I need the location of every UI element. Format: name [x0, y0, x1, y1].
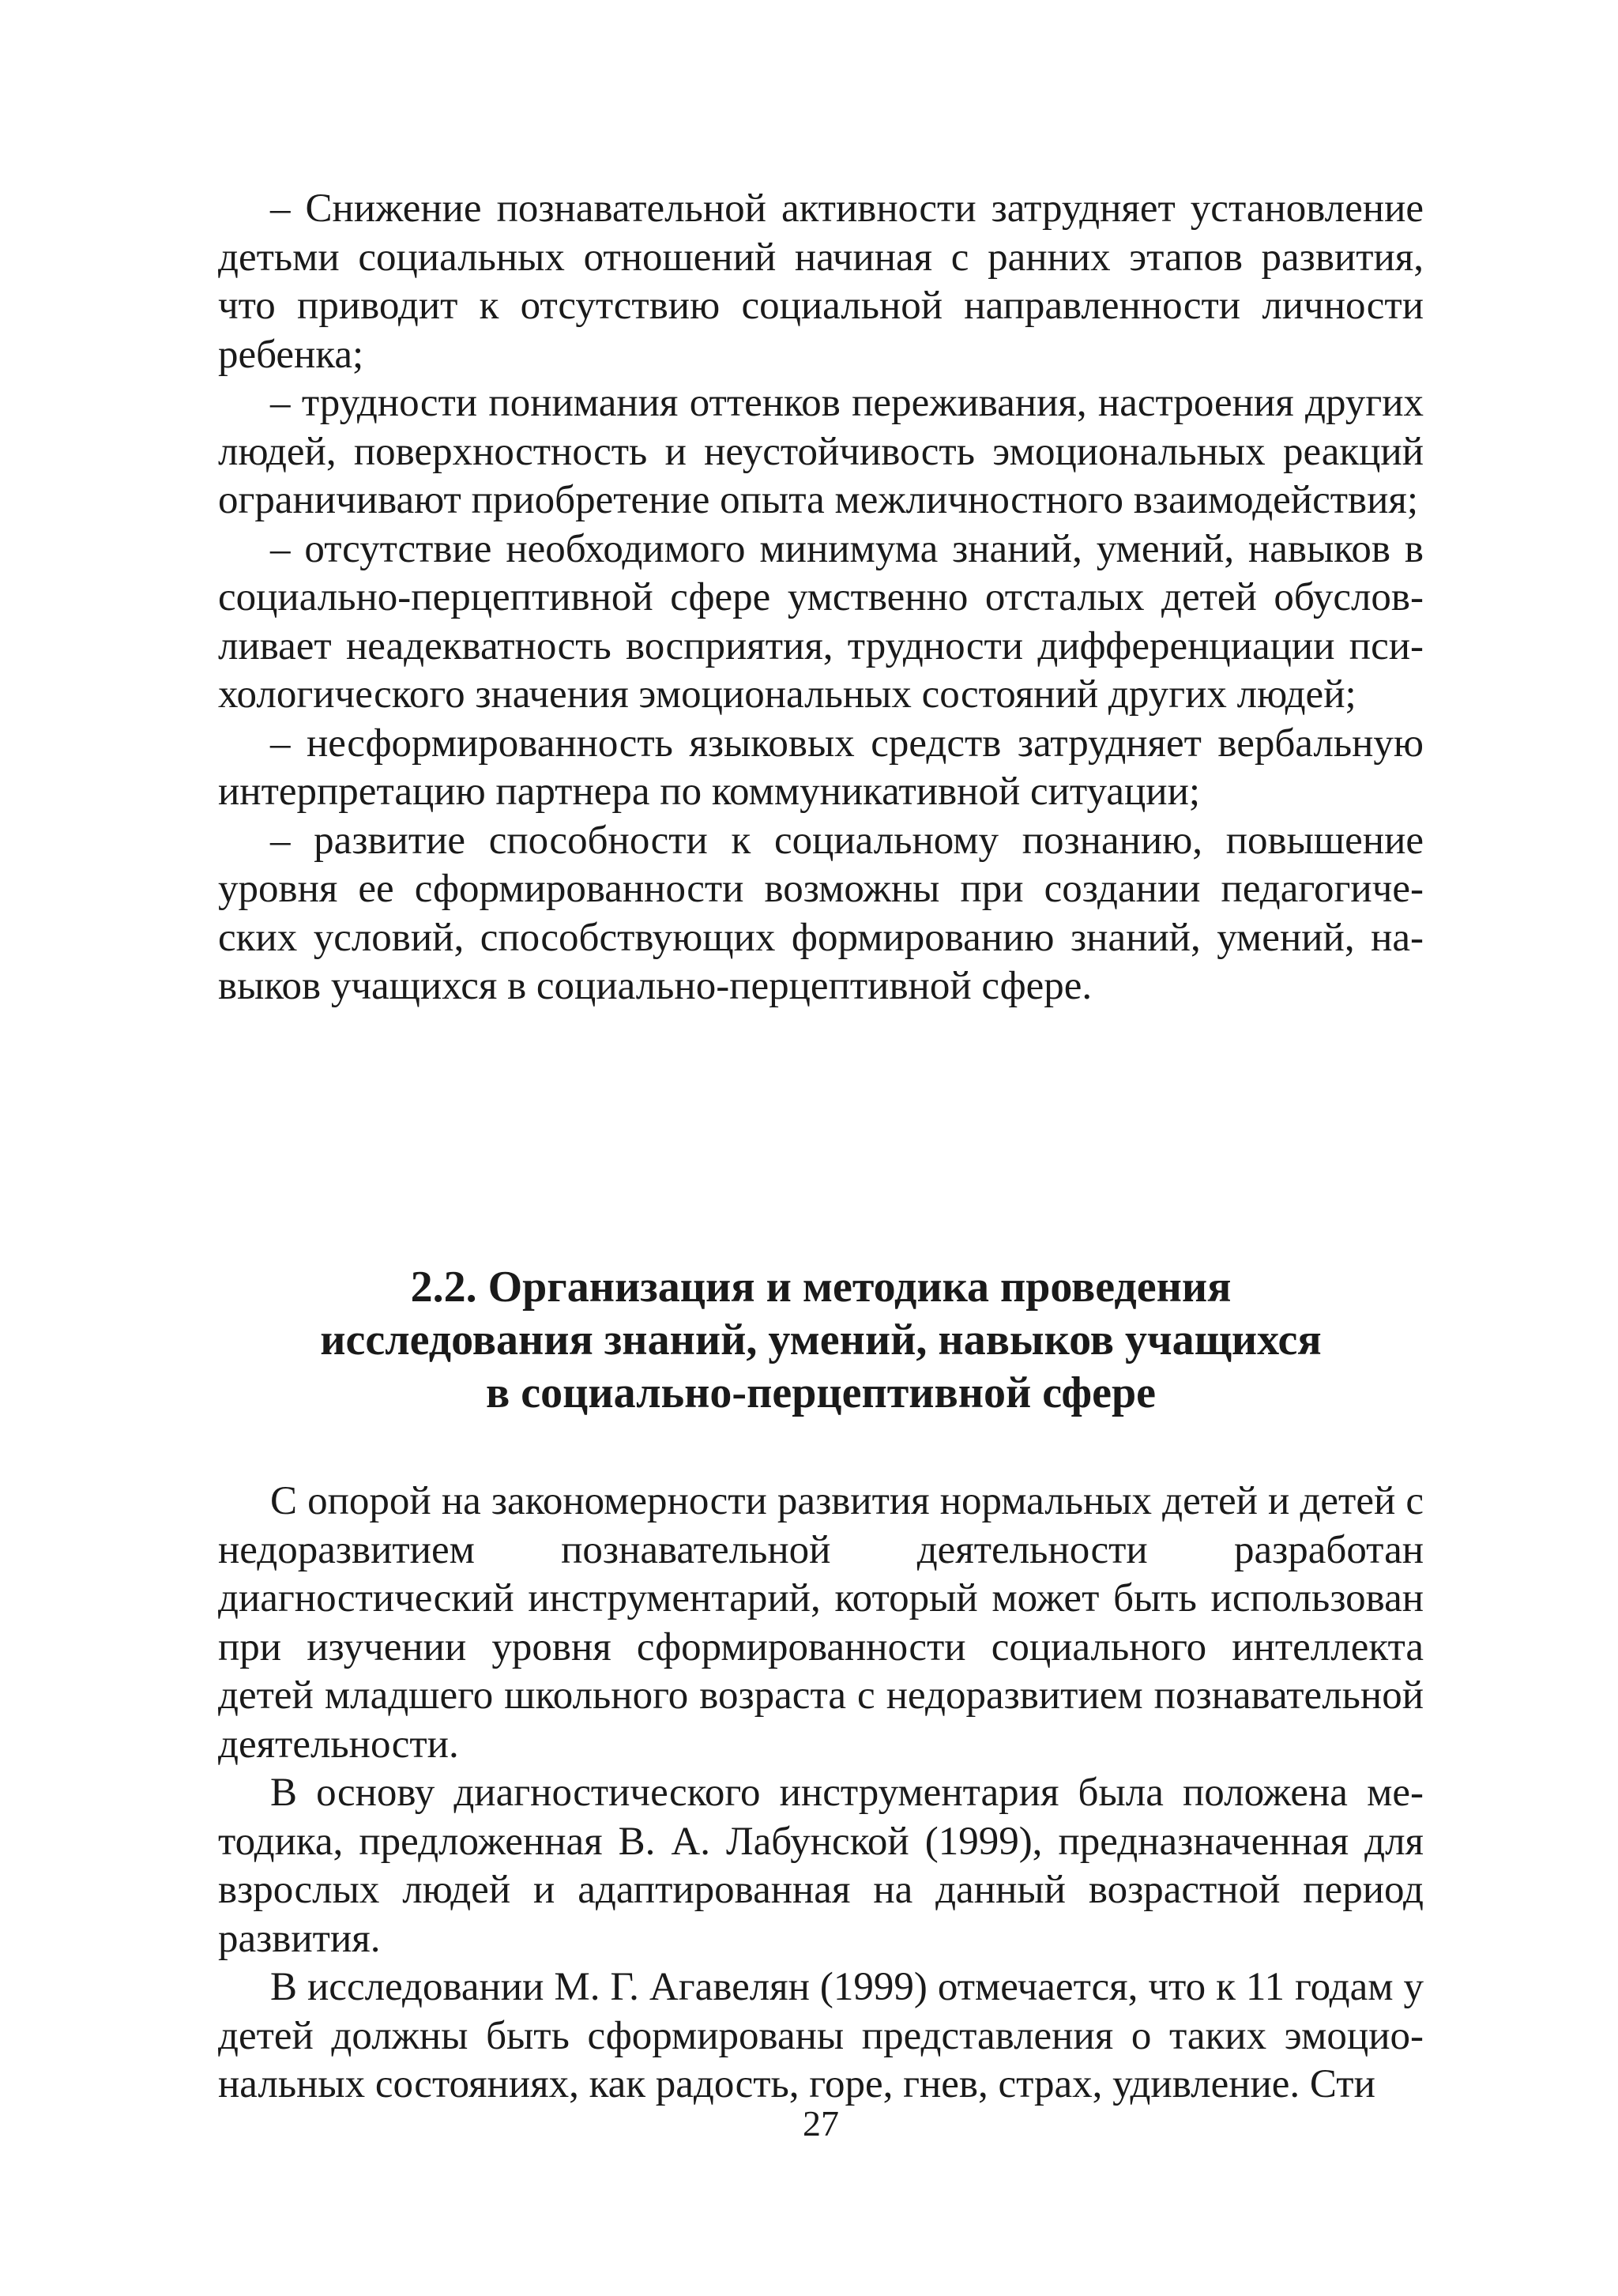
section-heading-line: 2.2. Организация и методика проведения	[410, 1263, 1232, 1312]
section-heading-line: исследования знаний, умений, навыков учащихся	[320, 1315, 1322, 1364]
book-page	[218, 0, 1424, 2296]
conclusions-list	[218, 185, 1424, 1011]
page-number: 27	[803, 2103, 839, 2144]
body-paragraph: С опорой на закономерности развития нормальных детей и детей с недоразвитием познавательной деятельности разработан диагностический инструментарий, который может быть использован при изучении уровня сформированности социального интеллекта детей младшего школьного возраста с недоразвитием познавательной деятельности.	[218, 1479, 1424, 1767]
section-heading-line: в социально-перцептивной сфере	[486, 1368, 1156, 1417]
list-item: – Снижение познавательной активности затрудняет установление детьми социальных отношений начиная с ранних этапов развития, что приводит к отсутствию социальной направленности личности ребенка;	[218, 186, 1424, 377]
list-item: – развитие способности к социальному познанию, повышение уровня ее сформированности возможны при создании педагогических условий, способствующих формированию знаний, умений, навыков учащихся в социально-перцептивной сфере.	[218, 818, 1424, 1008]
section-body	[218, 1477, 1424, 2110]
body-paragraph: В основу диагностического инструментария была положена методика, предложенная В. А. Лабунской (1999), предназначенная для взрослых людей и адаптированная на данный возрастной период развития.	[218, 1771, 1424, 1961]
body-paragraph: В исследовании М. Г. Агавелян (1999) отмечается, что к 11 годам у детей должны быть сформированы представления о таких эмоциональных состояниях, как радость, горе, гнев, страх, удивление. Сти	[218, 1965, 1424, 2106]
list-item: – трудности понимания оттенков переживания, настроения других людей, поверхностность и неустойчивость эмоциональных реакций ограничивают приобретение опыта межличностного взаимодействия;	[218, 381, 1424, 522]
list-item: – отсутствие необходимого минимума знаний, умений, навыков в социально-перцептивной сфере умственно отсталых детей обусловливает неадекватность восприятия, трудности дифференциации психологического значения эмоциональных состояний других людей;	[218, 526, 1424, 717]
list-item: – несформированность языковых средств затрудняет вербальную интерпретацию партнера по коммуникативной ситуации;	[218, 721, 1424, 814]
section-heading	[218, 1261, 1424, 1420]
